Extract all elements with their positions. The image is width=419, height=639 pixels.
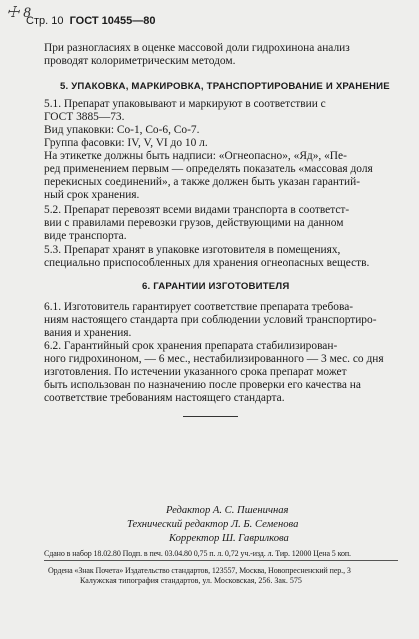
print-info: Сдано в набор 18.02.80 Подп. в печ. 03.04.80 0,75 п. л. 0,72 уч.-изд. л. Тир. 12000 Цена 5 коп.: [44, 549, 351, 558]
separator-rule: [183, 416, 238, 417]
footer-rule: [44, 560, 398, 561]
credit-tech-editor: Технический редактор Л. Б. Семенова: [127, 519, 299, 530]
intro-line: При разногласиях в оценке массовой доли гидрохинона анализ: [44, 42, 350, 54]
credit-proofreader: Корректор Ш. Гаврилкова: [169, 533, 289, 544]
section5-line: 5.3. Препарат хранят в упаковке изготовителя в помещениях,: [44, 244, 341, 256]
section5-line: 5.1. Препарат упаковывают и маркируют в соответствии с: [44, 98, 326, 110]
section5-line: перекисных соединений», а также должен быть указан гарантий-: [44, 176, 360, 188]
page-number: Стр. 10: [26, 15, 64, 27]
section5-line: Вид упаковки: Со-1, Со-6, Со-7.: [44, 124, 200, 136]
section5-line: виде транспорта.: [44, 230, 127, 242]
section6-line: ного гидрохиноном, — 6 мес., нестабилизированного — 3 мес. со дня: [44, 353, 384, 365]
section6-line: быть использован по назначению после проверки его качества на: [44, 379, 361, 391]
section5-line: ный срок хранения.: [44, 189, 140, 201]
credit-editor: Редактор А. С. Пшеничная: [166, 505, 289, 516]
section5-line: специально приспособленных для хранения огнеопасных веществ.: [44, 257, 370, 269]
printer-line: Калужская типография стандартов, ул. Московская, 256. Зак. 575: [80, 576, 302, 585]
section5-line: На этикетке должны быть надписи: «Огнеопасно», «Яд», «Пе-: [44, 150, 347, 162]
section6-line: вания и хранения.: [44, 327, 132, 339]
section6-heading: 6. ГАРАНТИИ ИЗГОТОВИТЕЛЯ: [142, 281, 290, 292]
section5-line: 5.2. Препарат перевозят всеми видами транспорта в соответст-: [44, 204, 350, 216]
standard-code: ГОСТ 10455—80: [69, 15, 156, 27]
section6-line: соответствие требованиям настоящего стандарта.: [44, 392, 285, 404]
section5-line: ГОСТ 3885—73.: [44, 111, 125, 123]
handwritten-mark: ☩ 8: [6, 5, 31, 21]
section6-line: 6.1. Изготовитель гарантирует соответствие препарата требова-: [44, 301, 354, 313]
section5-line: вии с правилами перевозки грузов, действующими на данном: [44, 217, 344, 229]
section5-heading: 5. УПАКОВКА, МАРКИРОВКА, ТРАНСПОРТИРОВАНИЕ И ХРАНЕНИЕ: [60, 81, 390, 92]
section5-line: Группа фасовки: IV, V, VI до 10 л.: [44, 137, 208, 149]
section6-line: 6.2. Гарантийный срок хранения препарата стабилизирован-: [44, 340, 338, 352]
publisher-line: Ордена «Знак Почета» Издательство стандартов, 123557, Москва, Новопресненский пер., 3: [48, 566, 351, 575]
section5-line: ред применением первым — определять показатель «массовая доля: [44, 163, 373, 175]
intro-line: проводят колориметрическим методом.: [44, 55, 236, 67]
section6-line: изготовления. По истечении указанного срока препарат может: [44, 366, 347, 378]
section6-line: ниям настоящего стандарта при соблюдении условий транспортиро-: [44, 314, 377, 326]
